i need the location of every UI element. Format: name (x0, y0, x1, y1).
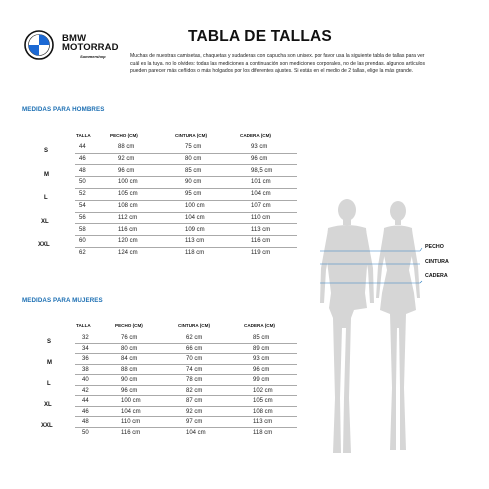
table-cell: 104 cm (121, 408, 141, 415)
table-cell: 96 cm (251, 155, 268, 162)
table-cell: 116 cm (121, 429, 141, 436)
row-divider (75, 416, 297, 417)
table-cell: 60 (79, 238, 86, 245)
row-divider (75, 153, 297, 154)
table-cell: 93 cm (253, 356, 270, 362)
row-divider (75, 247, 297, 248)
table-cell: 95 cm (185, 191, 202, 198)
table-cell: 40 (82, 377, 89, 383)
size-label: XL (44, 402, 52, 408)
table-cell: 92 cm (186, 408, 203, 415)
table-cell: 44 (82, 398, 89, 404)
table-cell: 120 cm (118, 238, 138, 245)
table-cell: 56 (79, 214, 86, 221)
table-cell: 105 cm (118, 191, 138, 198)
table-cell: 104 cm (185, 214, 205, 221)
table-cell: 100 cm (118, 179, 138, 186)
table-cell: 109 cm (185, 226, 205, 233)
table-cell: 42 (82, 387, 89, 394)
table-cell: 97 cm (186, 419, 203, 425)
table-cell: 104 cm (251, 191, 271, 198)
row-divider (75, 395, 297, 396)
men-section-title: MEDIDAS PARA HOMBRES (22, 106, 105, 113)
table-cell: 78 cm (186, 377, 203, 383)
table-cell: 108 cm (118, 203, 138, 209)
table-cell: 88 cm (121, 366, 138, 373)
table-cell: 90 cm (185, 179, 202, 186)
table-cell: 48 (79, 167, 86, 174)
table-header: CINTURA (CM) (178, 323, 210, 328)
table-cell: 38 (82, 366, 89, 373)
table-cell: 87 cm (186, 398, 203, 404)
table-cell: 34 (82, 345, 89, 352)
table-cell: 100 cm (185, 203, 205, 209)
table-cell: 89 cm (253, 345, 270, 352)
table-cell: 101 cm (251, 179, 271, 186)
table-cell: 99 cm (253, 377, 270, 383)
table-cell: 46 (79, 155, 86, 162)
table-cell: 62 (79, 250, 86, 257)
table-cell: 113 cm (185, 238, 205, 245)
row-divider (75, 353, 297, 354)
row-divider (75, 223, 297, 224)
table-cell: 85 cm (185, 167, 202, 174)
table-cell: 98,5 cm (251, 167, 273, 174)
table-cell: 84 cm (121, 356, 138, 362)
intro-text: Muchas de nuestras camisetas, chaquetas y sudaderas con capucha son unisex. por favor usa la siguiente tabla de tallas para ver cuál es la tuya. no lo olvides: todas las mediciones a continuación son mediciones corporales, no de las prendas. algunos artículos pueden parecer más ceñidos o más holgados por los diferentes ajustes. Si estás en el medio de 2 tallas, elige la más grande. (130, 53, 426, 75)
size-label: XXL (41, 423, 53, 429)
table-cell: 110 cm (251, 214, 271, 221)
table-cell: 80 cm (185, 155, 202, 162)
row-divider (75, 427, 297, 428)
table-header: PECHO (CM) (110, 133, 138, 138)
size-label: L (44, 195, 48, 202)
table-cell: 124 cm (118, 250, 138, 257)
table-cell: 58 (79, 226, 86, 233)
size-label: L (47, 381, 51, 387)
size-label: XXL (38, 242, 50, 249)
table-cell: 82 cm (186, 387, 203, 394)
table-header: CADERA (CM) (244, 323, 275, 328)
table-cell: 46 (82, 408, 89, 415)
table-cell: 96 cm (253, 366, 270, 373)
table-cell: 118 cm (253, 429, 273, 436)
row-divider (75, 235, 297, 236)
table-cell: 32 (82, 335, 89, 341)
table-cell: 118 cm (185, 250, 205, 257)
row-divider (75, 188, 297, 189)
chest-label: PECHO (425, 244, 444, 250)
table-cell: 52 (79, 191, 86, 198)
table-cell: 113 cm (251, 226, 271, 233)
table-cell: 66 cm (186, 345, 203, 352)
table-cell: 119 cm (251, 250, 271, 257)
table-cell: 76 cm (121, 335, 138, 341)
size-label: S (47, 339, 52, 345)
table-cell: 105 cm (253, 398, 273, 404)
brand-shop: Summershop (80, 54, 106, 59)
table-cell: 96 cm (121, 387, 138, 394)
table-cell: 80 cm (121, 345, 138, 352)
table-header: TALLA (76, 133, 91, 138)
hip-label: CADERA (425, 273, 448, 279)
brand-logo (24, 30, 124, 70)
size-label: M (44, 171, 49, 178)
table-cell: 90 cm (121, 377, 138, 383)
row-divider (75, 343, 297, 344)
size-label: M (47, 360, 52, 366)
table-cell: 116 cm (251, 238, 271, 245)
table-cell: 70 cm (186, 356, 203, 362)
table-cell: 75 cm (185, 144, 202, 150)
table-cell: 112 cm (118, 214, 138, 221)
row-divider (75, 374, 297, 375)
table-cell: 50 (82, 429, 89, 436)
table-header: CADERA (CM) (240, 133, 271, 138)
table-cell: 50 (79, 179, 86, 186)
table-cell: 85 cm (253, 335, 270, 341)
size-label: XL (41, 218, 49, 225)
row-divider (75, 200, 297, 201)
table-cell: 96 cm (118, 167, 135, 174)
row-divider (75, 406, 297, 407)
waist-label: CINTURA (425, 259, 449, 265)
brand-name: BMW (62, 33, 87, 44)
table-cell: 36 (82, 356, 89, 362)
body-silhouette-icon (318, 198, 438, 463)
table-cell: 62 cm (186, 335, 203, 341)
table-header: TALLA (76, 323, 91, 328)
table-cell: 102 cm (253, 387, 273, 394)
table-cell: 93 cm (251, 144, 268, 150)
table-cell: 110 cm (121, 419, 141, 425)
table-cell: 74 cm (186, 366, 203, 373)
table-header: PECHO (CM) (115, 323, 143, 328)
women-section-title: MEDIDAS PARA MUJERES (22, 297, 103, 304)
table-cell: 92 cm (118, 155, 135, 162)
page-title: TABLA DE TALLAS (188, 28, 332, 45)
table-cell: 88 cm (118, 144, 135, 150)
table-cell: 113 cm (253, 419, 273, 425)
size-label: S (44, 148, 49, 154)
table-cell: 44 (79, 144, 86, 150)
table-cell: 100 cm (121, 398, 141, 404)
row-divider (75, 212, 297, 213)
table-cell: 107 cm (251, 203, 271, 209)
table-cell: 108 cm (253, 408, 273, 415)
table-cell: 104 cm (186, 429, 206, 436)
bmw-roundel-icon (24, 30, 54, 60)
table-cell: 54 (79, 203, 86, 209)
row-divider (75, 176, 297, 177)
row-divider (75, 164, 297, 165)
row-divider (75, 364, 297, 365)
table-header: CINTURA (CM) (175, 133, 207, 138)
table-cell: 116 cm (118, 226, 138, 233)
table-cell: 48 (82, 419, 89, 425)
row-divider (75, 385, 297, 386)
brand-division: MOTORRAD (62, 42, 119, 53)
